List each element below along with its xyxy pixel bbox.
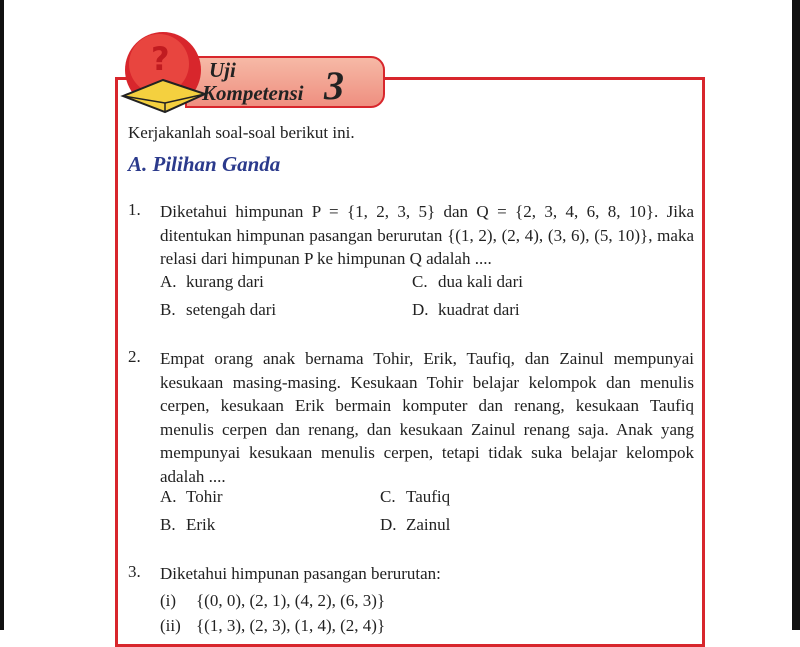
answer-option: [160, 487, 223, 507]
option-text: Taufiq: [406, 487, 451, 506]
option-letter: D.: [412, 300, 429, 319]
answer-option: [380, 487, 450, 507]
question-book-icon: [113, 28, 213, 118]
option-text: Zainul: [406, 515, 451, 534]
sub-item-label: (i): [160, 591, 177, 610]
svg-text:?: ?: [151, 40, 170, 78]
sub-item: [160, 616, 385, 636]
option-letter: C.: [412, 272, 428, 291]
question-number: 3.: [128, 562, 141, 581]
option-letter: A.: [160, 272, 177, 291]
banner-title-kompetensi: Kompetensi: [202, 81, 304, 105]
option-text: setengah dari: [186, 300, 277, 319]
answer-option: [160, 272, 264, 292]
answer-option: [160, 300, 276, 320]
answer-option: [380, 515, 450, 535]
option-text: Erik: [186, 515, 216, 534]
option-text: Tohir: [186, 487, 223, 506]
option-text: kurang dari: [186, 272, 264, 291]
option-text: kuadrat dari: [438, 300, 520, 319]
sub-item-text: {(1, 3), (2, 3), (1, 4), (2, 4)}: [196, 616, 386, 635]
option-text: dua kali dari: [438, 272, 523, 291]
question-text: Diketahui himpunan P = {1, 2, 3, 5} dan Q = {2, 3, 4, 6, 8, 10}. Jika ditentukan himpunan pasangan berurutan {(1, 2), (2, 4), (3, 6), (5, 10)}, maka relasi dari himpunan P ke himpunan Q adalah ....: [160, 202, 694, 268]
question-text: Empat orang anak bernama Tohir, Erik, Taufiq, dan Zainul mempunyai kesukaan masing-masing. Kesukaan Tohir belajar kelompok dan menulis cerpen, kesukaan Erik bermain komputer dan renang, kesukaan Taufiq menulis cerpen dan renang, dan kesukaan Zainul renang saja. Anak yang mempunyai kesukaan menulis cerpen, tetapi tidak suka belajar kelompok adalah ....: [160, 349, 694, 486]
left-frame-edge: [0, 0, 4, 630]
instructions: Kerjakanlah soal-soal berikut ini.: [128, 123, 355, 142]
question-text: Diketahui himpunan pasangan berurutan:: [160, 564, 441, 583]
option-letter: B.: [160, 300, 176, 319]
question-number: 1.: [128, 200, 141, 219]
answer-option: [412, 272, 523, 292]
answer-option: [412, 300, 520, 320]
option-letter: A.: [160, 487, 177, 506]
sub-item: [160, 591, 385, 611]
option-letter: D.: [380, 515, 397, 534]
sub-item-text: {(0, 0), (2, 1), (4, 2), (6, 3)}: [196, 591, 386, 610]
option-letter: C.: [380, 487, 396, 506]
question-number: 2.: [128, 347, 141, 366]
banner-number: 3: [324, 63, 344, 108]
section-heading: A. Pilihan Ganda: [128, 152, 281, 176]
banner-title-uji: Uji: [209, 58, 236, 82]
answer-option: [160, 515, 215, 535]
right-frame-edge: [792, 0, 800, 630]
option-letter: B.: [160, 515, 176, 534]
sub-item-label: (ii): [160, 616, 181, 635]
